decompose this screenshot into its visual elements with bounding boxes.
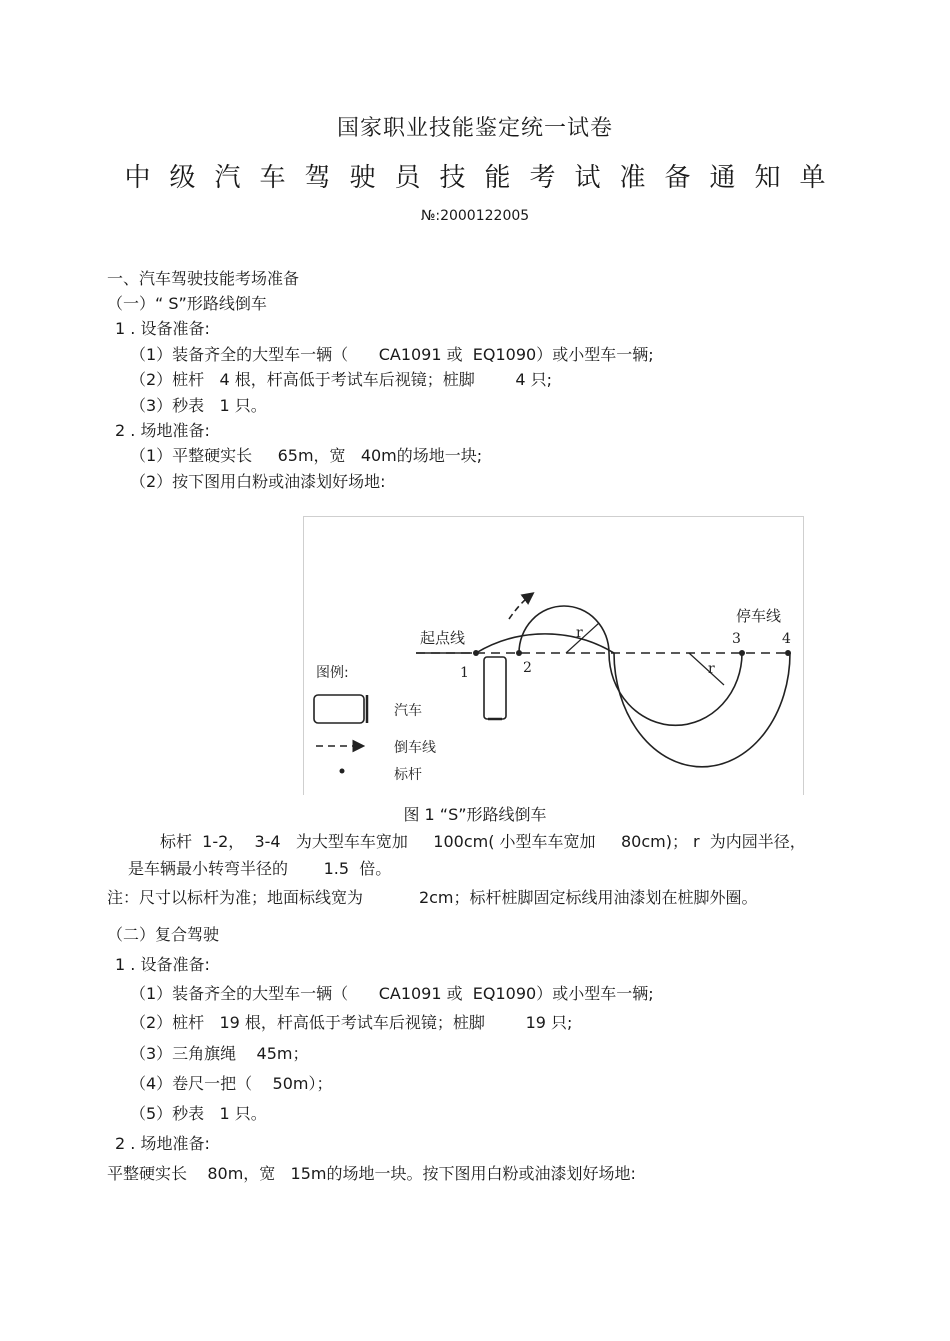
exam-title: 国家职业技能鉴定统一试卷	[336, 116, 613, 141]
stop-line-label: 停车线	[736, 607, 782, 625]
note-paragraph: 注：尺寸以标杆为准；地面标线宽为 2cm；标杆桩脚固定标线用油漆划在桩脚外圈。	[107, 888, 758, 907]
pole-1-label: 1	[460, 665, 469, 681]
legend-pole-icon	[340, 769, 345, 774]
start-line-label: 起点线	[420, 629, 466, 647]
equipment-heading-1: 1 . 设备准备:	[115, 319, 210, 338]
legend-car-label: 汽车	[394, 703, 422, 719]
s-route-diagram	[303, 516, 804, 795]
site-item-1-1: （1）平整硬实长 65m，宽 40m的场地一块;	[130, 446, 483, 465]
equipment-item-2-5: （5）秒表 1 只。	[130, 1104, 267, 1123]
site-heading-2: 2 . 场地准备:	[115, 1134, 210, 1153]
equipment-heading-2: 1 . 设备准备:	[115, 955, 210, 974]
notice-title: 中级汽车驾驶员技能考试准备通知单	[124, 163, 845, 193]
pole-2-label: 2	[523, 660, 532, 676]
equipment-item-2-1: （1）装备齐全的大型车一辆（ CA1091 或 EQ1090）或小型车一辆;	[130, 984, 654, 1003]
legend-pole-label: 标杆	[394, 767, 422, 783]
subsection-combined: （二）复合驾驶	[107, 925, 220, 944]
pole-3	[739, 650, 745, 656]
pole-2	[516, 650, 522, 656]
equipment-item-2-4: （4）卷尺一把（ 50m）；	[130, 1074, 333, 1093]
figure-caption: 图 1 “S”形路线倒车	[403, 805, 547, 824]
reverse-arrow	[509, 594, 532, 619]
pole-1	[473, 650, 479, 656]
equipment-item-2-2: （2）桩杆 19 根，杆高低于考试车后视镜；桩脚 19 只;	[130, 1013, 573, 1032]
figure-note-1: 标杆 1-2， 3-4 为大型车车宽加 100cm( 小型车车宽加 80cm)； r 为内园半径，	[160, 832, 806, 851]
site-item-1-2: （2）按下图用白粉或油漆划好场地:	[130, 472, 386, 491]
legend-title: 图例:	[316, 665, 349, 681]
site-paragraph-2: 平整硬实长 80m，宽 15m的场地一块。按下图用白粉或油漆划好场地:	[107, 1164, 636, 1183]
radius-line-2	[689, 653, 724, 685]
start-car	[484, 657, 506, 719]
radius-label-1: r	[576, 625, 583, 641]
equipment-item-1-3: （3）秒表 1 只。	[130, 396, 267, 415]
section-heading-1: 一、汽车驾驶技能考场准备	[107, 269, 300, 288]
legend-car-icon	[314, 695, 364, 723]
pole-4	[785, 650, 791, 656]
equipment-item-1-2: （2）桩杆 4 根，杆高低于考试车后视镜；桩脚 4 只;	[130, 370, 553, 389]
legend-reverse-label: 倒车线	[394, 740, 436, 756]
site-heading-1: 2 . 场地准备:	[115, 421, 210, 440]
figure-note-2: 是车辆最小转弯半径的 1.5 倍。	[128, 859, 392, 878]
equipment-item-1-1: （1）装备齐全的大型车一辆（ CA1091 或 EQ1090）或小型车一辆;	[130, 345, 654, 364]
subsection-s-route: （一）“ S”形路线倒车	[107, 294, 267, 313]
equipment-item-2-3: （3）三角旗绳 45m；	[130, 1044, 309, 1063]
radius-label-2: r	[708, 661, 715, 677]
pole-4-label: 4	[782, 631, 791, 647]
document-number: №:2000122005	[420, 208, 530, 224]
pole-3-label: 3	[732, 631, 741, 647]
